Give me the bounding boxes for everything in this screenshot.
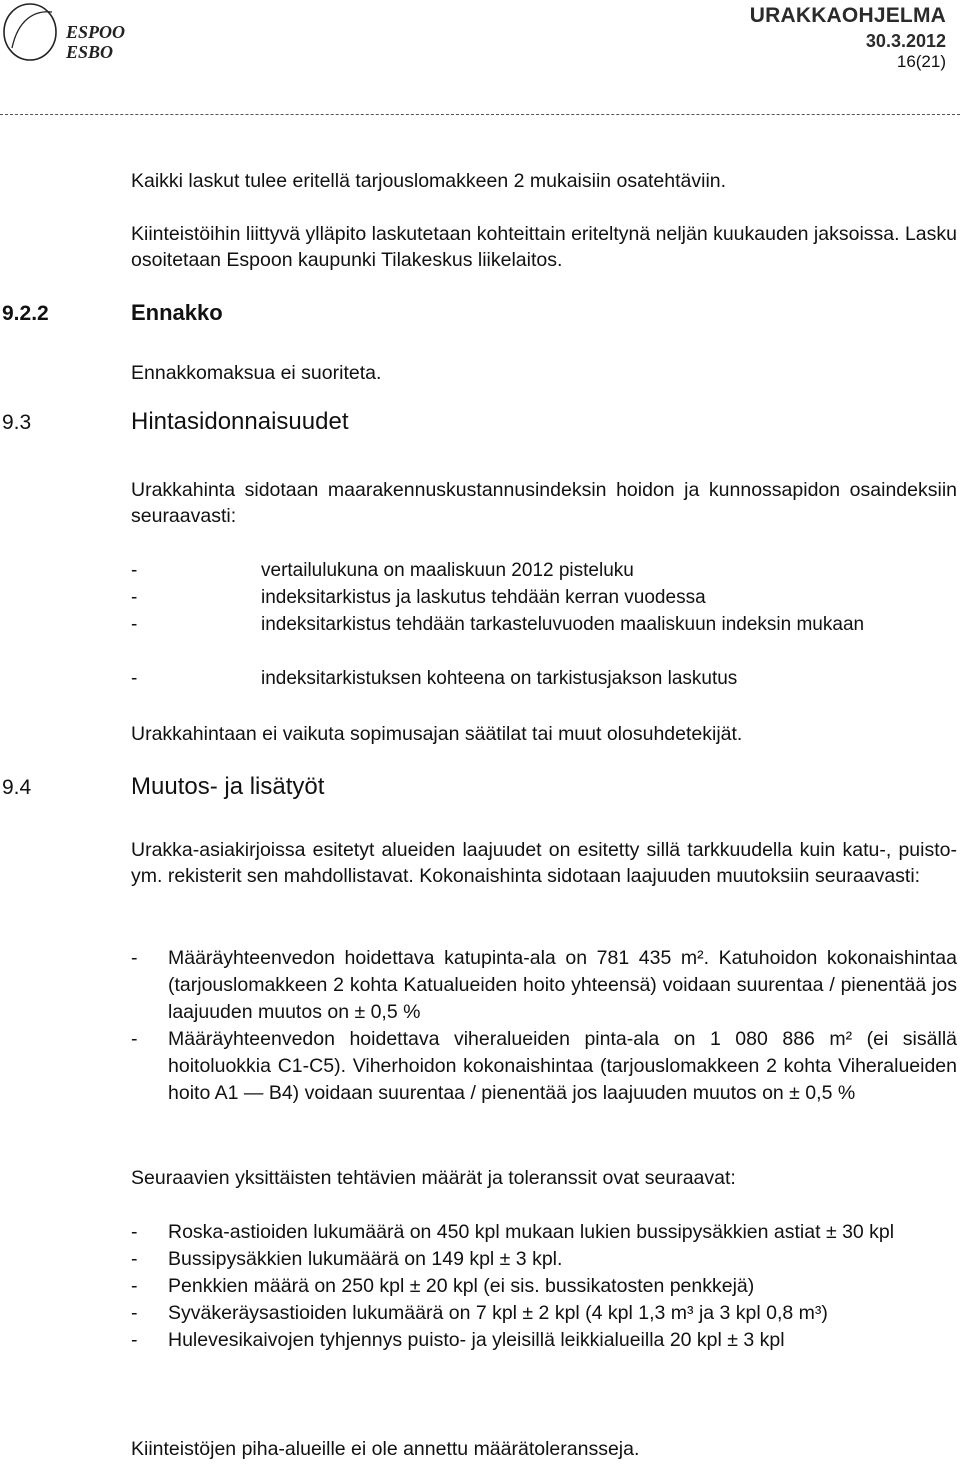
section-9-3-after-text: Urakkahintaan ei vaikuta sopimusajan säätilat tai muut olosuhdetekijät. [131, 723, 743, 745]
list-dash: - [131, 1221, 138, 1243]
list-item-text: Määräyhteenvedon hoidettava viheralueiden pinta-ala on 1 080 886 m² (ei sisällä hoitoluokkia C1-C5). Viherhoidon kokonaishintaa (tarjouslomakkeen 2 kohta Viheralueiden hoito A1 — B4) voidaan suurentaa / pienentää jos laajuuden muutos on ± 0,5 % [168, 1028, 957, 1104]
list-item [131, 1273, 957, 1300]
property-billing-paragraph: Kiinteistöihin liittyvä ylläpito laskutetaan kohteittain eriteltynä neljän kuukauden jaksoissa. Lasku osoitetaan Espoon kaupunki Tilakeskus liikelaitos. [131, 223, 957, 271]
section-9-4-text: Urakka-asiakirjoissa esitetyt alueiden laajuudet on esitetty sillä tarkkuudella kuin katu-, puisto- ym. rekisterit sen mahdollistavat. Kokonaishinta sidotaan laajuuden muutoksiin seuraavasti: [131, 839, 957, 887]
section-9-2-2-title: Ennakko [131, 300, 223, 325]
page-number: 16(21) [896, 52, 946, 71]
list-item [131, 1246, 957, 1273]
list-item-text: Syväkeräysastioiden lukumäärä on 7 kpl ± 2 kpl (4 kpl 1,3 m³ ja 3 kpl 0,8 m³) [168, 1302, 828, 1324]
list-item-text: Hulevesikaivojen tyhjennys puisto- ja yleisillä leikkialueilla 20 kpl ± 3 kpl [168, 1329, 785, 1351]
header-divider [0, 114, 960, 116]
logo-text-espoo: ESPOO [66, 22, 126, 42]
list-item-text: Roska-astioiden lukumäärä on 450 kpl mukaan lukien bussipysäkkien astiat ± 30 kpl [168, 1221, 895, 1243]
list-dash: - [131, 1028, 138, 1050]
list-item-text: indeksitarkistuksen kohteena on tarkistusjakson laskutus [261, 668, 738, 689]
list-item-text: Penkkien määrä on 250 kpl ± 20 kpl (ei sis. bussikatosten penkkejä) [168, 1275, 755, 1297]
section-9-4-title: Muutos- ja lisätyöt [131, 773, 325, 800]
section-9-3-title: Hintasidonnaisuudet [131, 408, 349, 435]
list-dash: - [131, 587, 138, 608]
list-item [131, 1219, 957, 1246]
list-dash: - [131, 1275, 138, 1297]
list-item-text: Bussipysäkkien lukumäärä on 149 kpl ± 3 kpl. [168, 1248, 563, 1270]
list-item-text: Määräyhteenvedon hoidettava katupinta-ala on 781 435 m². Katuhoidon kokonaishintaa (tarjouslomakkeen 2 kohta Katualueiden hoito yhteensä) voidaan suurentaa / pienentää jos laajuuden muutos on ± 0,5 % [168, 947, 957, 1023]
list-item-text: indeksitarkistus ja laskutus tehdään kerran vuodessa [261, 587, 706, 608]
list-dash: - [131, 1329, 138, 1351]
section-9-3-text: Urakkahinta sidotaan maarakennuskustannusindeksin hoidon ja kunnossapidon osaindeksiin seuraavasti: [131, 479, 957, 527]
list-item [131, 1300, 957, 1327]
list-item [131, 611, 931, 665]
section-9-2-2-number: 9.2.2 [2, 302, 49, 325]
list-dash: - [131, 668, 138, 689]
list-dash: - [131, 1248, 138, 1270]
list-item [131, 1327, 957, 1354]
list-item [131, 945, 957, 1026]
document-title: URAKKAOHJELMA [749, 4, 946, 27]
tolerance-list [131, 1219, 957, 1354]
espoo-esbo-logo [0, 0, 150, 70]
list-item [131, 557, 931, 584]
list-dash: - [131, 560, 138, 581]
list-item [131, 665, 931, 692]
section-9-4-text2: Seuraavien yksittäisten tehtävien määrät ja toleranssit ovat seuraavat: [131, 1167, 736, 1189]
list-item-text: indeksitarkistus tehdään tarkasteluvuoden maaliskuun indeksin mukaan [261, 614, 865, 635]
logo-text-esbo: ESBO [66, 42, 114, 62]
document-date: 30.3.2012 [865, 31, 946, 51]
closing-text: Kiinteistöjen piha-alueille ei ole annettu määrätoleransseja. [131, 1438, 640, 1460]
scope-change-list [131, 945, 957, 1107]
section-9-2-2-text: Ennakkomaksua ei suoriteta. [131, 362, 382, 384]
invoice-paragraph: Kaikki laskut tulee eritellä tarjouslomakkeen 2 mukaisiin osatehtäviin. [131, 170, 727, 192]
list-item-text: vertailulukuna on maaliskuun 2012 pisteluku [261, 560, 634, 581]
list-dash: - [131, 614, 138, 635]
list-item [131, 1026, 957, 1107]
section-9-3-number: 9.3 [2, 411, 32, 434]
section-9-4-number: 9.4 [2, 776, 32, 799]
list-dash: - [131, 1302, 138, 1324]
list-dash: - [131, 947, 138, 969]
logo-swoosh [12, 12, 52, 48]
list-item [131, 584, 931, 611]
